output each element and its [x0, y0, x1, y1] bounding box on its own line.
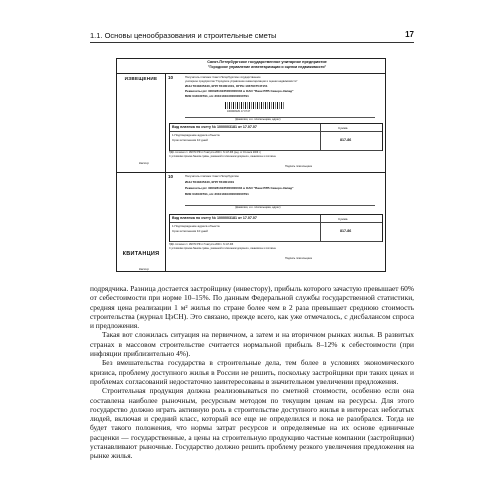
- amount-header: Сумма: [338, 126, 348, 130]
- service-name: 1.Подтверждение адреса объекта: [172, 133, 220, 137]
- paragraph: Такая вот сложилась ситуация на первичном, а затем и на вторичном рынках жилья. В развитых странах в массовом строительстве считается нормальной прибыль 8–12% к себестоимости (при инфляции приблизительно 4%).: [90, 330, 414, 359]
- cashier-label: Кассир: [139, 267, 149, 271]
- inn-line: ИНН 7840335340, КПП 784001001, ОГРН 1067847547151: [185, 84, 268, 88]
- barcode-caption: 1000003181 17.07.07: [227, 110, 251, 113]
- requisites-line: Реквизиты р/с 40602810235000000004 в ОАО "Банк ВТБ Северо-Запад": [185, 89, 294, 93]
- bik-line: БИК 044030791, к/с 30101810300000000791: [185, 94, 249, 98]
- service-name: 1.Подтверждение адреса объекта: [172, 224, 220, 228]
- receipt-stub: [117, 172, 166, 271]
- paragraph: подрядчика. Разница достается застройщику (инвестору), прибыль которого зачастую превышает 60% от себестоимости при норме 10–15%. По данным Федеральной службы государственной статистики, средняя цена реализации 1 м² жилья по стране более чем в 2 раза превышает среднюю стоимость строительства (журнал ЦэСН). Это связано, прежде всего, как уже отмечалось, с дисбалансом спроса и предложения.: [90, 284, 414, 331]
- fine-print: С условиями приема банком суммы, указанной в платежном документе, ознакомлен и согласен: [169, 155, 276, 158]
- table-row: [170, 131, 382, 151]
- payment-title: Вид платежа по счету № 1000003181 от 17.07.07: [172, 216, 257, 220]
- org-name: Санкт-Петербургское государственное унитарное предприятие: [207, 60, 327, 64]
- form-header: [117, 59, 385, 74]
- payer-caption: (фамилия, и.о. плательщика, адрес): [235, 206, 281, 209]
- column-divider: [320, 215, 321, 241]
- notice-section: [165, 73, 385, 173]
- body-text: [90, 284, 414, 461]
- payment-table: [169, 123, 383, 151]
- recipient-line: Получатель платежа: Санкт-Петербургское: [185, 175, 239, 178]
- running-title: 1.1. Основы ценообразования и строительные сметы: [90, 31, 277, 40]
- page-header: [90, 28, 414, 43]
- recipient-line: Получатель платежа: Санкт-Петербургское государственное: [185, 76, 261, 79]
- org-subtitle: "Городское управление инвентаризации и оценки недвижимости": [207, 65, 327, 69]
- requisites-line: Реквизиты р/с 40602810235000000004 в ОАО "Банк ВТБ Северо-Запад": [185, 186, 294, 190]
- amount-value: 817-86: [340, 229, 352, 233]
- payer-caption: (фамилия, и.о. плательщика, адрес): [235, 118, 281, 121]
- amount-header: Сумма: [338, 217, 348, 221]
- payment-form: [116, 58, 386, 272]
- paragraph: Без вмешательства государства в строительные дела, тем более в условиях экономического кризиса, проблему доступного жилья в России не решить, поскольку застройщики при таких ценах и проблемах согласований недостаточно заинтересованы в значительном увеличении предложения.: [90, 358, 414, 386]
- service-term: Срок исполнения 10 дней: [172, 138, 208, 142]
- notice-stub: [117, 73, 166, 173]
- payment-title: Вид платежа по счету № 1000003181 от 17.07.07: [172, 125, 257, 129]
- paragraph: Строительная продукция должна реализовываться по сметной стоимости, особенно если она составлена наиболее рыночным, ресурсным методом по текущим ценам на ресурсы. Для этого государство должно играть активную роль в строительстве доступного жилья в интересах небогатых людей, включая и средний класс, который все еще не определился и пока не разобрался. Тогда не будет такого положения, что нормы затрат ресурсов и определяемые на их основе единичные расценки — государственные, а цены на строительную продукцию частные компании (застройщики) устанавливают рыночные. Государство должно решить проблему резкого увеличения предложения на рынке жилья.: [90, 386, 414, 461]
- inn-line: ИНН 7840335340, КПП 784001001: [185, 180, 235, 184]
- fine-print: НДС согласно ст. 168 НК РФ от 5 августа 2000 г. N 117-ФЗ: [169, 243, 234, 246]
- form-number: 10: [168, 174, 174, 179]
- page-number: 17: [405, 30, 414, 39]
- signature-label: Подпись плательщика: [285, 257, 312, 260]
- barcode: [225, 102, 285, 109]
- service-term: Срок исполнения 10 дней: [172, 229, 208, 233]
- table-row: [170, 222, 382, 242]
- signature-label: Подпись плательщика: [285, 165, 312, 168]
- fine-print: С условиями приема банком суммы, указанной в платежном документе, ознакомлен и согласен: [169, 247, 276, 250]
- notice-label: ИЗВЕЩЕНИЕ: [124, 76, 158, 81]
- column-divider: [320, 124, 321, 150]
- recipient-line-cont: унитарное предприятие "Городское управление инвентаризации и оценки недвижимости": [185, 80, 298, 83]
- receipt-section: [165, 172, 385, 271]
- receipt-label: КВИТАНЦИЯ: [122, 251, 160, 257]
- amount-value: 817-86: [340, 138, 352, 142]
- form-number: 10: [168, 75, 174, 80]
- fine-print: НДС согласно ст. 168 НК РФ от 5 августа 2000 г. N 117-ФЗ (ред. от 19 июля 2009 г.): [169, 151, 261, 154]
- payment-table: [169, 214, 383, 242]
- cashier-label: Кассир: [139, 161, 149, 165]
- bik-line: БИК 044030791, к/с 30101810300000000791: [185, 192, 249, 196]
